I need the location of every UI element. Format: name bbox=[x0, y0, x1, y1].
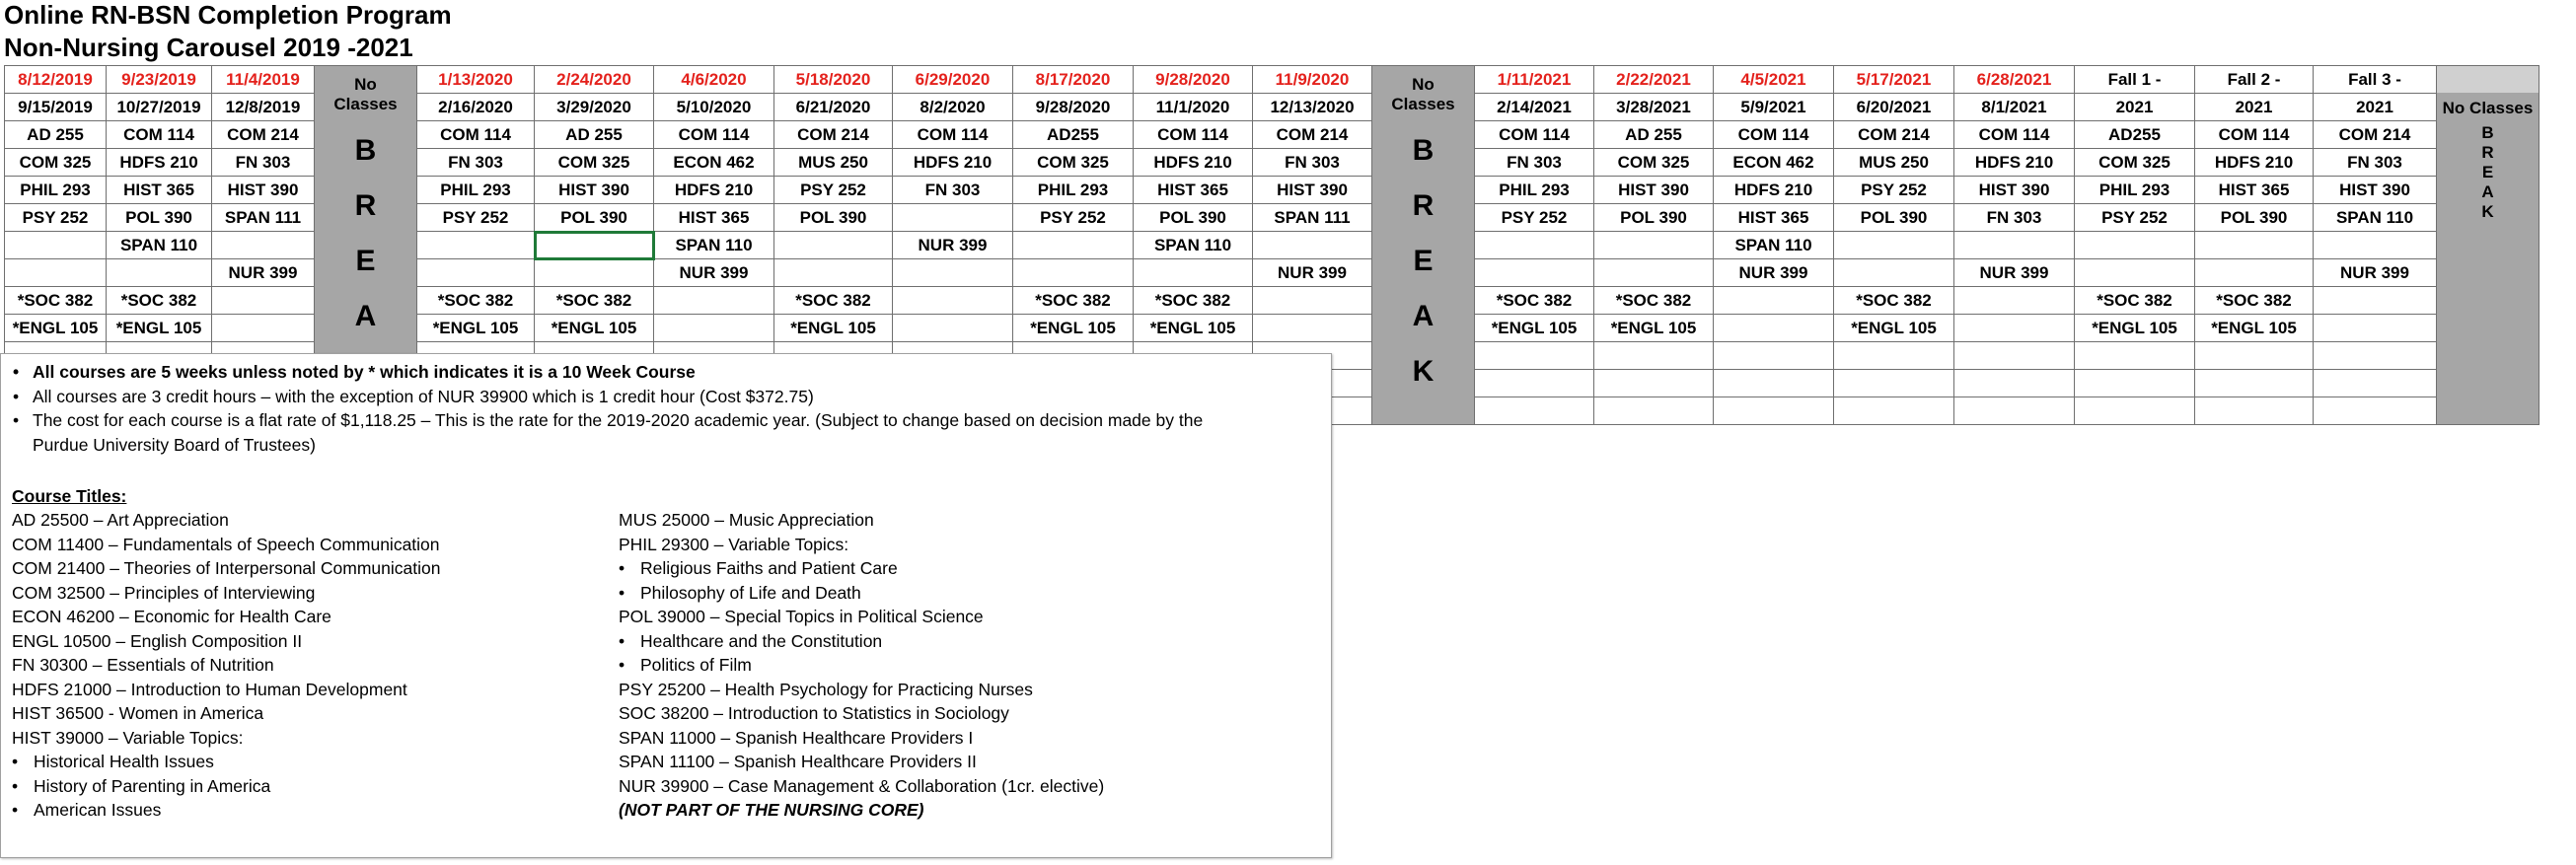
course-cell[interactable]: HDFS 210 bbox=[1134, 149, 1253, 177]
break-letters bbox=[2437, 123, 2539, 222]
empty-cell[interactable] bbox=[2314, 232, 2437, 259]
course-cell[interactable]: COM 325 bbox=[1594, 149, 1714, 177]
course-titles-left-column bbox=[12, 508, 440, 823]
course-cell[interactable]: HDFS 210 bbox=[1954, 149, 2075, 177]
empty-cell[interactable] bbox=[1013, 259, 1134, 287]
empty-cell[interactable] bbox=[2314, 370, 2437, 397]
course-title: (NOT PART OF THE NURSING CORE) bbox=[619, 800, 924, 820]
break-letter: E bbox=[1413, 245, 1434, 277]
empty-cell[interactable] bbox=[1834, 342, 1954, 370]
empty-cell[interactable] bbox=[1594, 397, 1714, 425]
course-cell[interactable]: HDFS 210 bbox=[2195, 149, 2314, 177]
course-cell[interactable]: PSY 252 bbox=[1013, 204, 1134, 232]
course-cell[interactable]: *SOC 382 bbox=[2195, 287, 2314, 315]
course-cell[interactable]: AD 255 bbox=[5, 121, 107, 149]
break-letters bbox=[315, 123, 416, 344]
course-cell[interactable]: HIST 390 bbox=[1954, 177, 2075, 204]
empty-cell[interactable] bbox=[2314, 342, 2437, 370]
course-title: ECON 46200 – Economic for Health Care bbox=[12, 607, 331, 626]
course-cell[interactable]: HIST 365 bbox=[1714, 204, 1834, 232]
course-cell[interactable]: NUR 399 bbox=[893, 232, 1013, 259]
end-date-cell[interactable]: 2/16/2020 bbox=[417, 94, 535, 121]
course-title: SPAN 11000 – Spanish Healthcare Providers I bbox=[619, 727, 974, 748]
course-cell[interactable]: *ENGL 105 bbox=[535, 315, 654, 342]
course-cell[interactable]: COM 325 bbox=[1013, 149, 1134, 177]
course-cell[interactable]: PHIL 293 bbox=[1013, 177, 1134, 204]
course-cell[interactable]: FN 303 bbox=[1475, 149, 1594, 177]
course-cell[interactable]: COM 214 bbox=[212, 121, 315, 149]
course-cell[interactable]: AD 255 bbox=[535, 121, 654, 149]
break-letter: K bbox=[1412, 355, 1435, 388]
course-cell[interactable]: AD255 bbox=[1013, 121, 1134, 149]
course-title: MUS 25000 – Music Appreciation bbox=[619, 510, 874, 530]
no-classes-label bbox=[315, 66, 416, 123]
course-cell[interactable]: *SOC 382 bbox=[5, 287, 107, 315]
empty-cell[interactable] bbox=[1134, 259, 1253, 287]
rule-cost-line1: The cost for each course is a flat rate of $1,118.25 – This is the rate for the 2019-2020 academic year. (Subject to change based on decision made by the bbox=[33, 410, 1204, 430]
course-cell[interactable]: AD255 bbox=[2075, 121, 2195, 149]
empty-cell[interactable] bbox=[2195, 397, 2314, 425]
empty-cell[interactable] bbox=[2314, 287, 2437, 315]
course-cell[interactable]: *SOC 382 bbox=[2075, 287, 2195, 315]
course-cell[interactable]: *SOC 382 bbox=[1013, 287, 1134, 315]
course-cell[interactable]: COM 214 bbox=[1834, 121, 1954, 149]
break-column-3[interactable] bbox=[2437, 66, 2539, 425]
course-cell[interactable]: HIST 390 bbox=[1594, 177, 1714, 204]
start-date-cell[interactable]: 1/11/2021 bbox=[1475, 66, 1594, 94]
no-classes-label: No Classes bbox=[2437, 93, 2539, 123]
course-cell[interactable]: HDFS 210 bbox=[893, 149, 1013, 177]
course-cell[interactable]: NUR 399 bbox=[654, 259, 774, 287]
course-title: HIST 36500 - Women in America bbox=[12, 703, 264, 723]
no-classes-line2: Classes bbox=[333, 95, 398, 113]
empty-cell[interactable] bbox=[1714, 397, 1834, 425]
course-cell[interactable]: PHIL 293 bbox=[1475, 177, 1594, 204]
course-titles-heading bbox=[12, 484, 126, 509]
start-date-cell[interactable]: 11/9/2020 bbox=[1253, 66, 1372, 94]
course-cell[interactable]: PHIL 293 bbox=[2075, 177, 2195, 204]
break-letters bbox=[1372, 123, 1474, 399]
course-title: AD 25500 – Art Appreciation bbox=[12, 510, 229, 530]
course-cell[interactable]: COM 114 bbox=[1954, 121, 2075, 149]
course-title: HIST 39000 – Variable Topics: bbox=[12, 727, 244, 748]
break-letter: R bbox=[2481, 143, 2494, 162]
empty-cell[interactable] bbox=[1594, 370, 1714, 397]
course-cell[interactable]: SPAN 111 bbox=[212, 204, 315, 232]
start-date-cell[interactable]: 2/24/2020 bbox=[535, 66, 654, 94]
course-cell[interactable]: FN 303 bbox=[893, 177, 1013, 204]
course-topic: • Philosophy of Life and Death bbox=[619, 581, 1104, 606]
break-letter: K bbox=[2481, 202, 2494, 221]
end-date-cell[interactable]: 12/8/2019 bbox=[212, 94, 315, 121]
start-date-cell[interactable]: 4/6/2020 bbox=[654, 66, 774, 94]
empty-cell[interactable] bbox=[212, 287, 315, 315]
course-cell[interactable]: NUR 399 bbox=[1253, 259, 1372, 287]
empty-cell[interactable] bbox=[1714, 315, 1834, 342]
course-cell[interactable]: POL 390 bbox=[1134, 204, 1253, 232]
course-title: SPAN 11100 – Spanish Healthcare Providers II bbox=[619, 752, 977, 771]
end-date-cell[interactable]: 11/1/2020 bbox=[1134, 94, 1253, 121]
empty-cell[interactable] bbox=[1954, 342, 2075, 370]
course-cell[interactable]: HIST 365 bbox=[2195, 177, 2314, 204]
empty-cell[interactable] bbox=[212, 232, 315, 259]
course-cell[interactable]: *SOC 382 bbox=[1475, 287, 1594, 315]
break-letter: A bbox=[1412, 300, 1435, 332]
empty-cell[interactable] bbox=[1013, 232, 1134, 259]
course-cell[interactable]: *SOC 382 bbox=[1834, 287, 1954, 315]
end-date-cell[interactable]: 6/21/2020 bbox=[774, 94, 893, 121]
start-date-cell[interactable]: 2/22/2021 bbox=[1594, 66, 1714, 94]
start-date-cell[interactable]: 6/28/2021 bbox=[1954, 66, 2075, 94]
course-cell[interactable]: COM 214 bbox=[774, 121, 893, 149]
empty-cell[interactable] bbox=[5, 232, 107, 259]
course-cell[interactable]: HIST 365 bbox=[1134, 177, 1253, 204]
empty-cell[interactable] bbox=[2075, 232, 2195, 259]
empty-cell[interactable] bbox=[1594, 259, 1714, 287]
course-cell[interactable]: COM 114 bbox=[417, 121, 535, 149]
course-cell[interactable]: COM 114 bbox=[1714, 121, 1834, 149]
course-cell[interactable]: HIST 390 bbox=[535, 177, 654, 204]
course-titles-heading-text: Course Titles bbox=[12, 486, 121, 506]
course-cell[interactable]: HIST 365 bbox=[654, 204, 774, 232]
start-date-cell[interactable]: 9/28/2020 bbox=[1134, 66, 1253, 94]
course-cell[interactable]: NUR 399 bbox=[1714, 259, 1834, 287]
empty-cell[interactable] bbox=[2195, 232, 2314, 259]
empty-cell[interactable] bbox=[212, 315, 315, 342]
course-cell[interactable]: COM 214 bbox=[2314, 121, 2437, 149]
course-title: COM 32500 – Principles of Interviewing bbox=[12, 582, 316, 603]
empty-cell[interactable] bbox=[654, 287, 774, 315]
course-cell[interactable]: *ENGL 105 bbox=[1134, 315, 1253, 342]
blank-header bbox=[2437, 66, 2539, 93]
course-cell[interactable]: PSY 252 bbox=[774, 177, 893, 204]
course-cell[interactable]: POL 390 bbox=[535, 204, 654, 232]
start-date-cell[interactable]: Fall 2 - bbox=[2195, 66, 2314, 94]
course-cell[interactable]: SPAN 110 bbox=[2314, 204, 2437, 232]
empty-cell[interactable] bbox=[1253, 232, 1372, 259]
course-cell[interactable]: COM 214 bbox=[1253, 121, 1372, 149]
empty-cell[interactable] bbox=[1834, 232, 1954, 259]
course-title: COM 11400 – Fundamentals of Speech Communication bbox=[12, 534, 440, 554]
course-cell[interactable]: COM 114 bbox=[1475, 121, 1594, 149]
course-cell[interactable]: POL 390 bbox=[107, 204, 212, 232]
empty-cell[interactable] bbox=[2075, 397, 2195, 425]
course-cell[interactable]: AD 255 bbox=[1594, 121, 1714, 149]
no-classes-line1: No bbox=[1412, 75, 1435, 94]
course-cell[interactable]: POL 390 bbox=[774, 204, 893, 232]
end-date-cell[interactable]: 5/10/2020 bbox=[654, 94, 774, 121]
empty-cell[interactable] bbox=[1954, 397, 2075, 425]
break-letter: E bbox=[2481, 163, 2494, 181]
empty-cell[interactable] bbox=[1834, 259, 1954, 287]
empty-cell[interactable] bbox=[535, 259, 654, 287]
course-rules bbox=[1, 360, 1323, 457]
course-cell[interactable]: HDFS 210 bbox=[654, 177, 774, 204]
empty-cell[interactable] bbox=[107, 259, 212, 287]
course-cell[interactable]: *ENGL 105 bbox=[1594, 315, 1714, 342]
break-letter: E bbox=[355, 245, 376, 277]
course-cell[interactable]: PSY 252 bbox=[417, 204, 535, 232]
rule-cost-line2: Purdue University Board of Trustees) bbox=[33, 434, 316, 455]
course-cell[interactable]: POL 390 bbox=[2195, 204, 2314, 232]
rule-cost bbox=[1, 408, 1323, 457]
empty-cell[interactable] bbox=[417, 232, 535, 259]
course-topic: • History of Parenting in America bbox=[12, 774, 440, 799]
start-date-cell[interactable]: 9/23/2019 bbox=[107, 66, 212, 94]
rule-five-weeks: • All courses are 5 weeks unless noted by * which indicates it is a 10 Week Course bbox=[1, 360, 1323, 385]
empty-cell[interactable] bbox=[893, 259, 1013, 287]
start-date-cell[interactable]: 8/12/2019 bbox=[5, 66, 107, 94]
start-date-cell[interactable]: Fall 1 - bbox=[2075, 66, 2195, 94]
course-cell[interactable]: POL 390 bbox=[1594, 204, 1714, 232]
course-cell[interactable]: *ENGL 105 bbox=[5, 315, 107, 342]
course-cell[interactable]: ECON 462 bbox=[1714, 149, 1834, 177]
break-letter: A bbox=[2481, 182, 2494, 201]
end-date-cell[interactable]: 2021 bbox=[2195, 94, 2314, 121]
course-cell[interactable]: COM 325 bbox=[5, 149, 107, 177]
end-date-cell[interactable]: 5/9/2021 bbox=[1714, 94, 1834, 121]
start-date-cell[interactable]: Fall 3 - bbox=[2314, 66, 2437, 94]
course-cell[interactable]: NUR 399 bbox=[212, 259, 315, 287]
empty-cell[interactable] bbox=[1714, 342, 1834, 370]
empty-cell[interactable] bbox=[2075, 342, 2195, 370]
course-title: PHIL 29300 – Variable Topics: bbox=[619, 534, 849, 554]
empty-cell[interactable] bbox=[1954, 232, 2075, 259]
start-date-cell[interactable]: 4/5/2021 bbox=[1714, 66, 1834, 94]
course-cell[interactable]: *ENGL 105 bbox=[1475, 315, 1594, 342]
course-cell[interactable]: PHIL 293 bbox=[417, 177, 535, 204]
course-cell[interactable]: *ENGL 105 bbox=[417, 315, 535, 342]
break-letter: R bbox=[1412, 189, 1435, 222]
start-date-cell[interactable]: 6/29/2020 bbox=[893, 66, 1013, 94]
course-cell[interactable]: *ENGL 105 bbox=[774, 315, 893, 342]
course-titles-colon: : bbox=[120, 486, 127, 506]
end-date-cell[interactable]: 12/13/2020 bbox=[1253, 94, 1372, 121]
course-cell[interactable]: COM 325 bbox=[535, 149, 654, 177]
end-date-cell[interactable]: 2021 bbox=[2075, 94, 2195, 121]
course-topic: • Religious Faiths and Patient Care bbox=[619, 556, 1104, 581]
course-cell[interactable]: FN 303 bbox=[417, 149, 535, 177]
empty-cell[interactable] bbox=[1834, 370, 1954, 397]
course-cell[interactable]: *ENGL 105 bbox=[2075, 315, 2195, 342]
start-date-cell[interactable]: 8/17/2020 bbox=[1013, 66, 1134, 94]
course-cell[interactable]: POL 390 bbox=[1834, 204, 1954, 232]
course-cell[interactable]: *SOC 382 bbox=[774, 287, 893, 315]
end-date-cell[interactable]: 3/28/2021 bbox=[1594, 94, 1714, 121]
notes-textbox[interactable] bbox=[0, 353, 1332, 858]
empty-cell[interactable] bbox=[774, 259, 893, 287]
course-cell[interactable]: MUS 250 bbox=[774, 149, 893, 177]
course-cell[interactable]: COM 114 bbox=[2195, 121, 2314, 149]
empty-cell[interactable] bbox=[417, 259, 535, 287]
end-date-cell[interactable]: 9/15/2019 bbox=[5, 94, 107, 121]
course-topic: • American Issues bbox=[12, 798, 440, 823]
start-date-cell[interactable]: 11/4/2019 bbox=[212, 66, 315, 94]
course-cell[interactable]: FN 303 bbox=[212, 149, 315, 177]
course-cell[interactable]: COM 114 bbox=[107, 121, 212, 149]
empty-cell[interactable] bbox=[1253, 315, 1372, 342]
break-column-2[interactable] bbox=[1372, 66, 1475, 425]
end-date-cell[interactable]: 6/20/2021 bbox=[1834, 94, 1954, 121]
course-cell[interactable]: *SOC 382 bbox=[417, 287, 535, 315]
empty-cell[interactable] bbox=[1714, 287, 1834, 315]
empty-cell[interactable] bbox=[1253, 287, 1372, 315]
course-cell[interactable]: *SOC 382 bbox=[107, 287, 212, 315]
course-cell[interactable]: FN 303 bbox=[2314, 149, 2437, 177]
course-topic: • Healthcare and the Constitution bbox=[619, 629, 1104, 654]
course-cell[interactable]: MUS 250 bbox=[1834, 149, 1954, 177]
course-cell[interactable]: NUR 399 bbox=[1954, 259, 2075, 287]
empty-cell[interactable] bbox=[1594, 342, 1714, 370]
no-classes-label bbox=[1372, 66, 1474, 123]
empty-cell[interactable] bbox=[535, 232, 654, 259]
course-cell[interactable]: ECON 462 bbox=[654, 149, 774, 177]
course-title: NUR 39900 – Case Management & Collaboration (1cr. elective) bbox=[619, 775, 1105, 796]
course-cell[interactable]: HDFS 210 bbox=[1714, 177, 1834, 204]
end-date-cell[interactable]: 8/1/2021 bbox=[1954, 94, 2075, 121]
end-date-cell[interactable]: 2021 bbox=[2314, 94, 2437, 121]
end-date-cell[interactable]: 10/27/2019 bbox=[107, 94, 212, 121]
start-date-cell[interactable]: 5/17/2021 bbox=[1834, 66, 1954, 94]
course-title: HDFS 21000 – Introduction to Human Development bbox=[12, 679, 407, 699]
empty-cell[interactable] bbox=[2314, 397, 2437, 425]
empty-cell[interactable] bbox=[1834, 397, 1954, 425]
course-title: COM 21400 – Theories of Interpersonal Communication bbox=[12, 558, 441, 578]
page-title: Online RN-BSN Completion Program bbox=[4, 0, 452, 30]
empty-cell[interactable] bbox=[2314, 315, 2437, 342]
break-letter: B bbox=[354, 134, 377, 167]
course-cell[interactable]: COM 114 bbox=[654, 121, 774, 149]
empty-cell[interactable] bbox=[2195, 370, 2314, 397]
course-cell[interactable]: HIST 390 bbox=[1253, 177, 1372, 204]
course-title: FN 30300 – Essentials of Nutrition bbox=[12, 655, 274, 675]
no-classes-line2: Classes bbox=[1391, 95, 1455, 113]
start-date-cell[interactable]: 1/13/2020 bbox=[417, 66, 535, 94]
empty-cell[interactable] bbox=[1594, 232, 1714, 259]
rule-credit-hours: • All courses are 3 credit hours – with the exception of NUR 39900 which is 1 credit hour (Cost $372.75) bbox=[1, 385, 1323, 409]
no-classes-line1: No bbox=[354, 75, 377, 94]
course-topic: • Politics of Film bbox=[619, 653, 1104, 678]
empty-cell[interactable] bbox=[2195, 342, 2314, 370]
empty-cell[interactable] bbox=[893, 315, 1013, 342]
empty-cell[interactable] bbox=[1475, 397, 1594, 425]
course-cell[interactable]: PHIL 293 bbox=[5, 177, 107, 204]
course-cell[interactable]: COM 114 bbox=[1134, 121, 1253, 149]
empty-cell[interactable] bbox=[1714, 370, 1834, 397]
empty-cell[interactable] bbox=[893, 287, 1013, 315]
empty-cell[interactable] bbox=[2075, 370, 2195, 397]
course-title: PSY 25200 – Health Psychology for Practicing Nurses bbox=[619, 679, 1033, 699]
course-cell[interactable]: FN 303 bbox=[1954, 204, 2075, 232]
course-cell[interactable]: SPAN 110 bbox=[1134, 232, 1253, 259]
break-letter: A bbox=[354, 300, 377, 332]
course-cell[interactable]: FN 303 bbox=[1253, 149, 1372, 177]
empty-cell[interactable] bbox=[1475, 370, 1594, 397]
start-date-row bbox=[5, 66, 2539, 94]
course-cell[interactable]: *ENGL 105 bbox=[107, 315, 212, 342]
course-cell[interactable]: HIST 365 bbox=[107, 177, 212, 204]
course-title: SOC 38200 – Introduction to Statistics in Sociology bbox=[619, 703, 1009, 723]
course-cell[interactable]: SPAN 111 bbox=[1253, 204, 1372, 232]
empty-cell[interactable] bbox=[1475, 259, 1594, 287]
empty-cell[interactable] bbox=[2075, 259, 2195, 287]
empty-cell[interactable] bbox=[1954, 315, 2075, 342]
course-cell[interactable]: SPAN 110 bbox=[654, 232, 774, 259]
course-cell[interactable]: *ENGL 105 bbox=[1834, 315, 1954, 342]
course-cell[interactable]: *SOC 382 bbox=[1134, 287, 1253, 315]
end-date-cell[interactable]: 3/29/2020 bbox=[535, 94, 654, 121]
course-cell[interactable]: COM 114 bbox=[893, 121, 1013, 149]
end-date-cell[interactable]: 2/14/2021 bbox=[1475, 94, 1594, 121]
empty-cell[interactable] bbox=[2195, 259, 2314, 287]
course-cell[interactable]: *ENGL 105 bbox=[2195, 315, 2314, 342]
break-letter: R bbox=[354, 189, 377, 222]
course-cell[interactable]: PSY 252 bbox=[1475, 204, 1594, 232]
course-cell[interactable]: *SOC 382 bbox=[535, 287, 654, 315]
course-cell[interactable]: SPAN 110 bbox=[1714, 232, 1834, 259]
start-date-cell[interactable]: 5/18/2020 bbox=[774, 66, 893, 94]
course-cell[interactable]: *SOC 382 bbox=[1594, 287, 1714, 315]
course-cell[interactable]: SPAN 110 bbox=[107, 232, 212, 259]
empty-cell[interactable] bbox=[893, 204, 1013, 232]
course-cell[interactable]: *ENGL 105 bbox=[1013, 315, 1134, 342]
course-titles-right-column bbox=[619, 508, 1104, 823]
empty-cell[interactable] bbox=[5, 259, 107, 287]
empty-cell[interactable] bbox=[654, 315, 774, 342]
course-title: POL 39000 – Special Topics in Political Science bbox=[619, 607, 984, 626]
empty-cell[interactable] bbox=[774, 232, 893, 259]
empty-cell[interactable] bbox=[1954, 370, 2075, 397]
course-cell[interactable]: PSY 252 bbox=[2075, 204, 2195, 232]
break-letter: B bbox=[1412, 134, 1435, 167]
course-cell[interactable]: PSY 252 bbox=[5, 204, 107, 232]
break-letter: B bbox=[2481, 123, 2494, 142]
empty-cell[interactable] bbox=[1475, 232, 1594, 259]
course-cell[interactable]: HDFS 210 bbox=[107, 149, 212, 177]
course-cell[interactable]: COM 325 bbox=[2075, 149, 2195, 177]
empty-cell[interactable] bbox=[1475, 342, 1594, 370]
empty-cell[interactable] bbox=[1954, 287, 2075, 315]
course-cell[interactable]: PSY 252 bbox=[1834, 177, 1954, 204]
end-date-cell[interactable]: 9/28/2020 bbox=[1013, 94, 1134, 121]
course-title: ENGL 10500 – English Composition II bbox=[12, 630, 303, 651]
course-cell[interactable]: HIST 390 bbox=[212, 177, 315, 204]
course-topic: • Historical Health Issues bbox=[12, 750, 440, 774]
end-date-cell[interactable]: 8/2/2020 bbox=[893, 94, 1013, 121]
course-cell[interactable]: NUR 399 bbox=[2314, 259, 2437, 287]
course-cell[interactable]: HIST 390 bbox=[2314, 177, 2437, 204]
page-subtitle: Non-Nursing Carousel 2019 -2021 bbox=[4, 33, 413, 62]
